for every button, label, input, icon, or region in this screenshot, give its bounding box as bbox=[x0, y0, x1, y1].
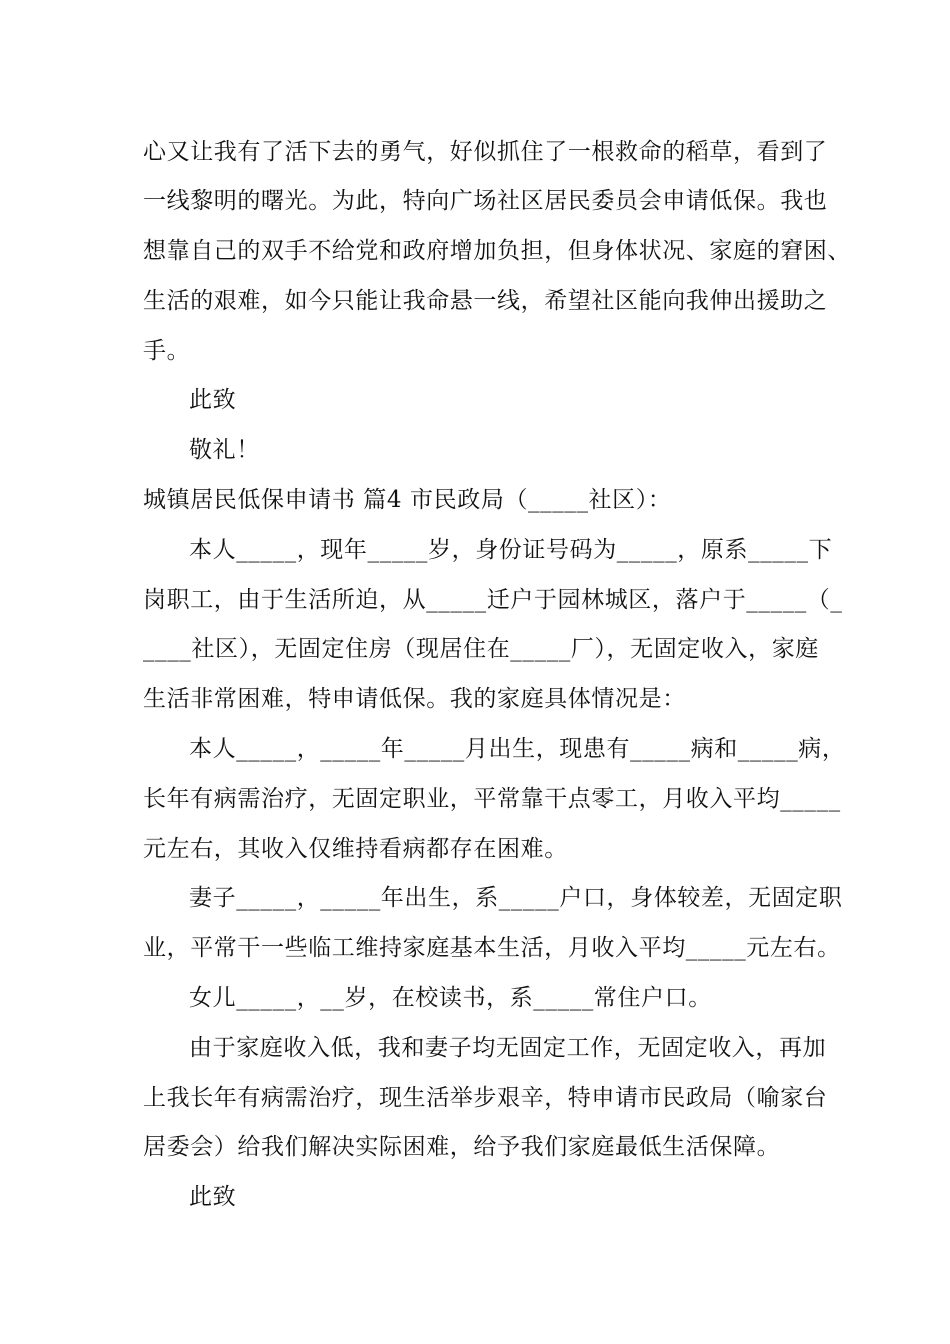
text-line: 居委会）给我们解决实际困难，给予我们家庭最低生活保障。 bbox=[143, 1134, 781, 1160]
text-line: ____社区），无固定住房（现居住在_____厂），无固定收入，家庭 bbox=[143, 636, 819, 662]
text-line: 岗职工，由于生活所迫，从_____迁户于园林城区，落户于_____（_ bbox=[143, 587, 843, 613]
section-heading: 城镇居民低保申请书 篇4 市民政局（_____社区）： bbox=[143, 487, 672, 513]
text-line: 上我长年有病需治疗，现生活举步艰辛，特申请市民政局（喻家台 bbox=[143, 1085, 828, 1111]
text-line: 想靠自己的双手不给党和政府增加负担，但身体状况、家庭的窘困、 bbox=[143, 238, 851, 264]
text-line: 生活的艰难，如今只能让我命悬一线，希望社区能向我伸出援助之 bbox=[143, 288, 828, 314]
text-line: 一线黎明的曙光。为此，特向广场社区居民委员会申请低保。我也 bbox=[143, 188, 828, 214]
text-line: 女儿_____，__岁，在校读书，系_____常住户口。 bbox=[189, 985, 712, 1011]
text-line: 长年有病需治疗，无固定职业，平常靠干点零工，月收入平均_____ bbox=[143, 786, 841, 812]
text-line: 生活非常困难，特申请低保。我的家庭具体情况是： bbox=[143, 686, 686, 712]
closing-salutation: 此致 bbox=[189, 387, 237, 413]
text-line: 手。 bbox=[143, 338, 191, 364]
closing-salutation: 此致 bbox=[189, 1184, 237, 1210]
text-line: 业，平常干一些临工维持家庭基本生活，月收入平均_____元左右。 bbox=[143, 935, 841, 961]
text-line: 由于家庭收入低，我和妻子均无固定工作，无固定收入，再加 bbox=[189, 1035, 827, 1061]
text-line: 本人_____，现年_____岁，身份证号码为_____，原系_____下 bbox=[189, 537, 833, 563]
closing-regards: 敬礼！ bbox=[189, 437, 260, 463]
text-line: 妻子_____，_____年出生，系_____户口，身体较差，无固定职 bbox=[189, 885, 843, 911]
text-line: 心又让我有了活下去的勇气，好似抓住了一根救命的稻草，看到了 bbox=[143, 139, 828, 165]
text-line: 本人_____，_____年_____月出生，现患有_____病和_____病， bbox=[189, 736, 846, 762]
text-line: 元左右，其收入仅维持看病都存在困难。 bbox=[143, 836, 568, 862]
